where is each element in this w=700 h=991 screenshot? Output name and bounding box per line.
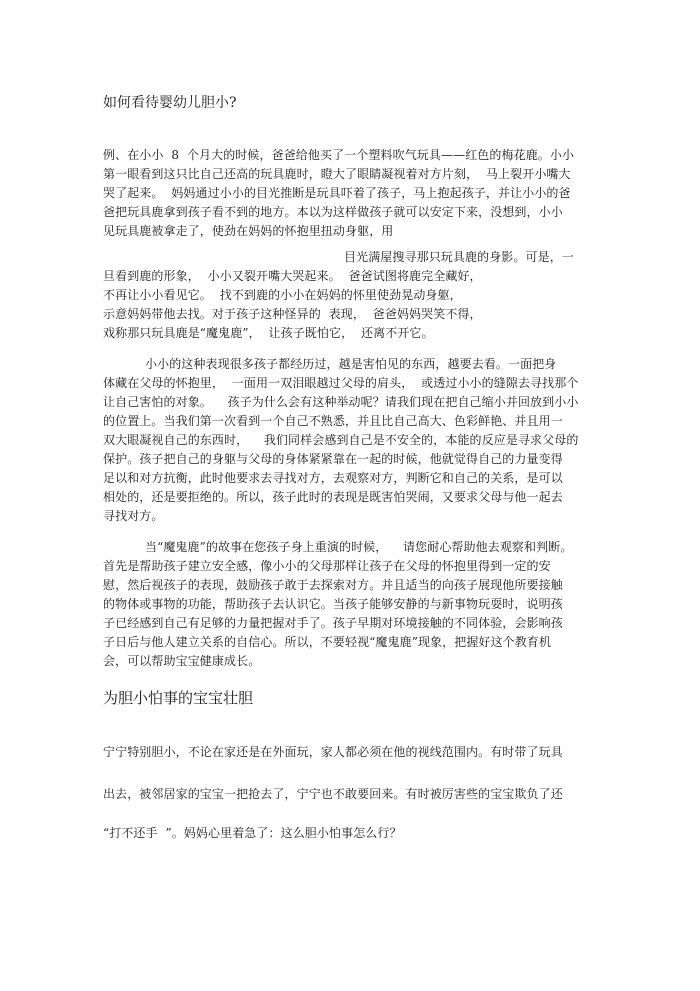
paragraph-line: 戏称那只玩具鹿是“魔鬼鹿”， 让孩子既怕它， 还离不开它。 <box>103 326 434 340</box>
paragraph-line: 当“魔鬼鹿”的故事在您孩子身上重演的时候， 请您耐心帮助他去观察和判断。 <box>145 540 573 554</box>
paragraph-line: 首先是帮助孩子建立安全感，像小小的父母那样让孩子在父母的怀抱里得到一定的安 <box>103 559 551 573</box>
paragraph-line: 相处的，还是要拒绝的。所以，孩子此时的表现是既害怕哭闹，又要求父母与他一起去 <box>103 490 563 504</box>
paragraph-line: 让自己害怕的对象。 孩子为什么会有这种举动呢？请我们现在把自己缩小并回放到小小 <box>103 395 579 409</box>
paragraph-line: 见玩具鹿被拿走了，使劲在妈妈的怀抱里扭动身躯，用 <box>103 224 394 238</box>
paragraph-line: 寻找对方。 <box>103 509 164 523</box>
paragraph-line: “打不还手 ”。妈妈心里着急了：这么胆小怕事怎么行？ <box>103 826 402 840</box>
paragraph-line: 的物体或事物的功能，帮助孩子去认识它。当孩子能够安静的与新事物玩耍时，说明孩 <box>103 597 563 611</box>
paragraph-line: 不再让小小看见它。 找不到鹿的小小在妈妈的怀里使劲晃动身躯， <box>103 288 462 302</box>
paragraph-line: 体藏在父母的怀抱里， 一面用一双泪眼越过父母的肩头， 或透过小小的缝隙去寻找那个 <box>103 376 579 390</box>
paragraph-line: 旦看到鹿的形象， 小小又裂开嘴大哭起来。 爸爸试图将鹿完全藏好， <box>103 269 482 283</box>
paragraph-line: 出去，被邻居家的宝宝一把抢去了，宁宁也不敢要回来。有时被厉害些的宝宝欺负了还 <box>103 787 563 801</box>
paragraph-line: 子日后与他人建立关系的自信心。所以，不要轻视“魔鬼鹿”现象，把握好这个教育机 <box>103 635 552 649</box>
paragraph-line: 的位置上。当我们第一次看到一个自己不熟悉，并且比自己高大、色彩鲜艳、并且用一 <box>103 414 563 428</box>
paragraph-line: 示意妈妈带他去找。对于孩子这种怪异的 表现， 爸爸妈妈哭笑不得， <box>103 307 482 321</box>
paragraph-line: 足以和对方抗衡，此时他要求去寻找对方，去观察对方，判断它和自己的关系，是可以 <box>103 471 563 485</box>
paragraph-line: 目光满屋搜寻那只玩具鹿的身影。可是，一 <box>344 250 574 264</box>
paragraph-line: 小小的这种表现很多孩子都经历过，越是害怕见的东西，越要去看。一面把身 <box>145 357 557 371</box>
paragraph-line: 宁宁特别胆小，不论在家还是在外面玩，家人都必须在他的视线范围内。有时带了玩具 <box>103 745 563 759</box>
paragraph-line: 子已经感到自己有足够的力量把握对手了。孩子早期对环境接触的不同体验，会影响孩 <box>103 616 563 630</box>
article-title: 如何看待婴幼儿胆小? <box>103 95 237 111</box>
paragraph-line: 双大眼凝视自己的东西时， 我们同样会感到自己是不安全的，本能的反应是寻求父母的 <box>103 433 579 447</box>
paragraph-line: 爸把玩具鹿拿到孩子看不到的地方。本以为这样做孩子就可以安定下来，没想到，小小 <box>103 205 563 219</box>
section-heading: 为胆小怕事的宝宝壮胆 <box>103 689 254 707</box>
paragraph-line: 例、在小小 8 个月大的时候，爸爸给他买了一个塑料吹气玩具——红色的梅花鹿。小小 <box>103 148 575 162</box>
paragraph-line: 会，可以帮助宝宝健康成长。 <box>103 654 261 668</box>
paragraph-line: 慰，然后视孩子的表现，鼓励孩子敢于去探索对方。并且适当的向孩子展现他所要接触 <box>103 578 563 592</box>
paragraph-line: 第一眼看到这只比自己还高的玩具鹿时，瞪大了眼睛凝视着对方片刻， 马上裂开小嘴大 <box>103 167 571 181</box>
paragraph-line: 保护。孩子把自己的身躯与父母的身体紧紧靠在一起的时候，他就觉得自己的力量变得 <box>103 452 563 466</box>
paragraph-line: 哭了起来。 妈妈通过小小的目光推断是玩具吓着了孩子，马上抱起孩子，并让小小的爸 <box>103 186 571 200</box>
